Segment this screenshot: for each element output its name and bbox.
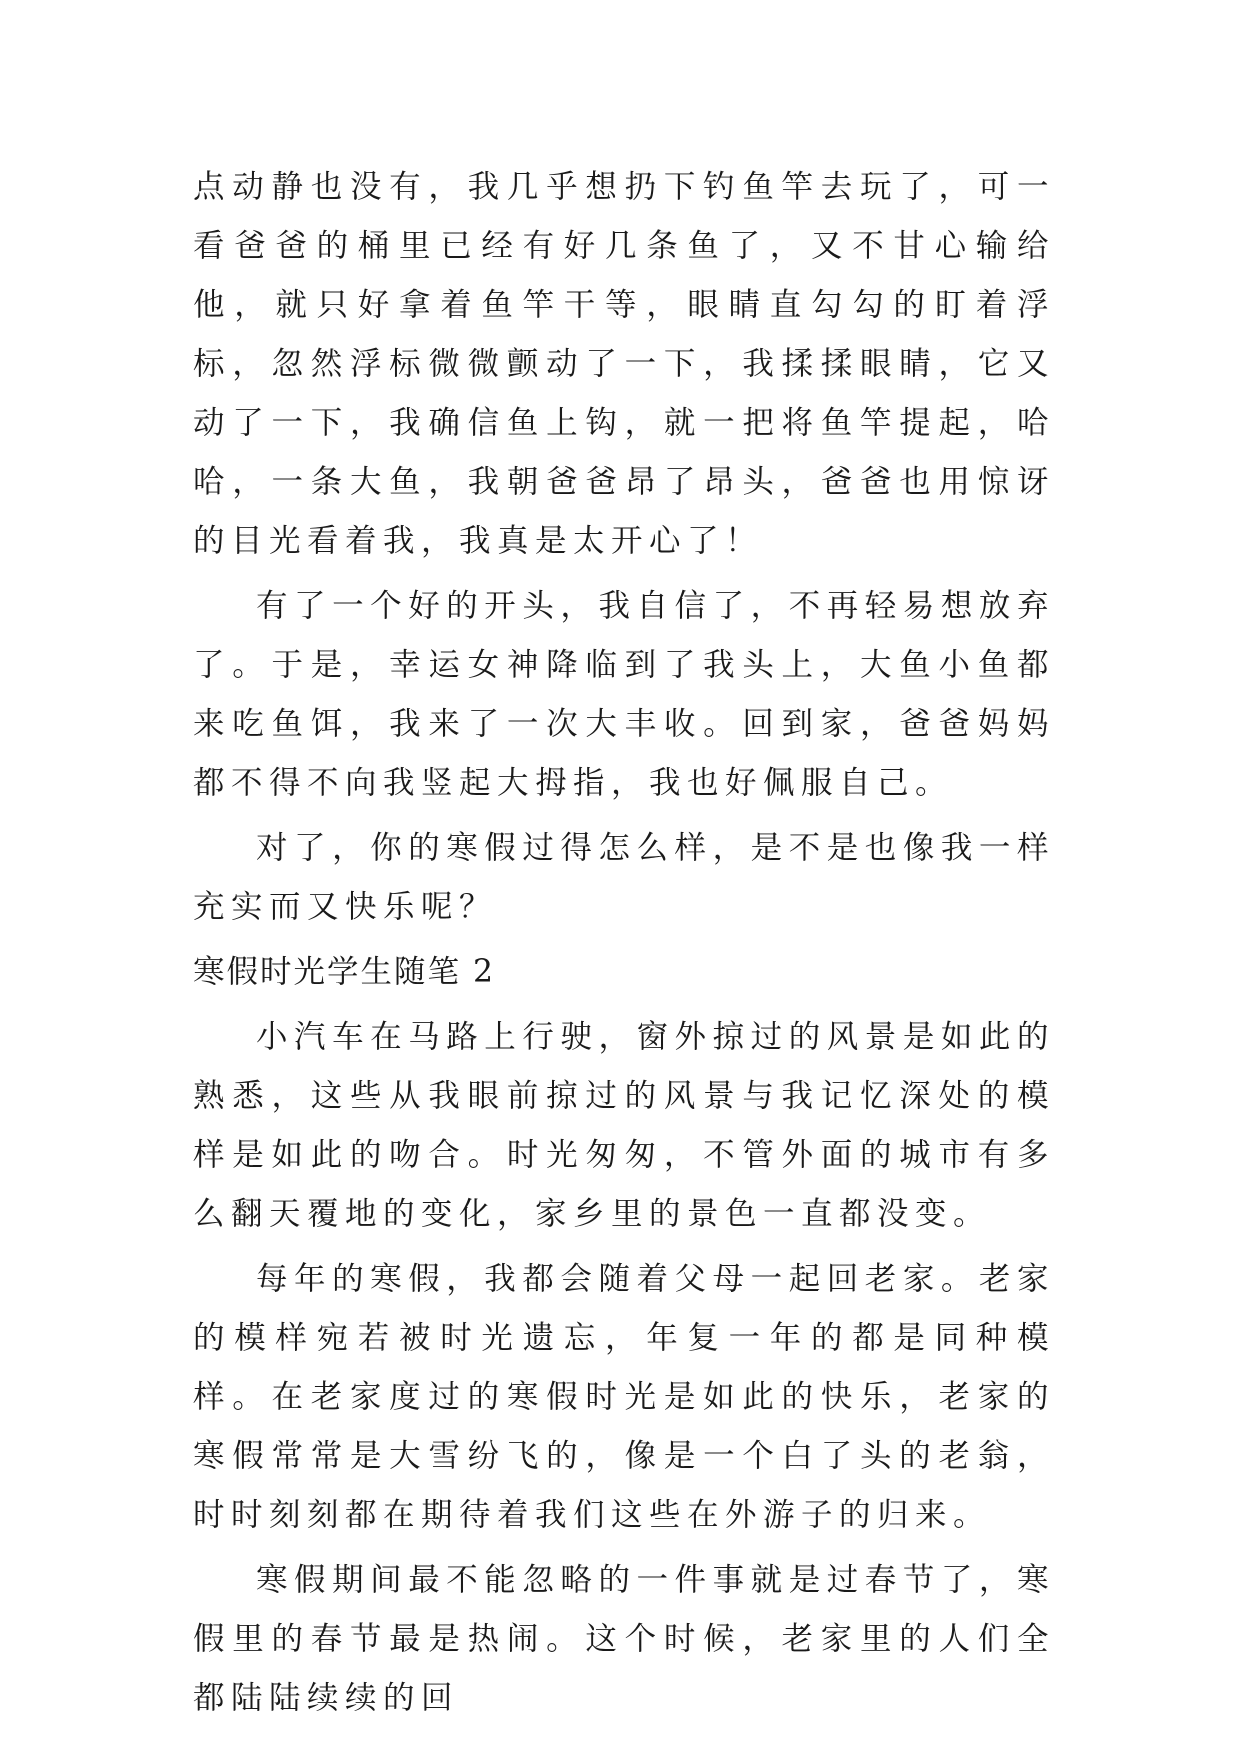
paragraph-good-start: 有了一个好的开头，我自信了，不再轻易想放弃了。于是，幸运女神降临到了我头上，大鱼小鱼都来吃鱼饵，我来了一次大丰收。回到家，爸爸妈妈都不得不向我竖起大拇指，我也好佩服自己。 bbox=[193, 588, 1055, 801]
paragraph-question: 对了，你的寒假过得怎么样，是不是也像我一样充实而又快乐呢？ bbox=[193, 830, 1055, 925]
paragraph-car-scenery: 小汽车在马路上行驶，窗外掠过的风景是如此的熟悉，这些从我眼前掠过的风景与我记忆深处的模样是如此的吻合。时光匆匆，不管外面的城市有多么翻天覆地的变化，家乡里的景色一直都没变。 bbox=[193, 1019, 1055, 1232]
paragraph-hometown-winter: 每年的寒假，我都会随着父母一起回老家。老家的模样宛若被时光遗忘，年复一年的都是同种模样。在老家度过的寒假时光是如此的快乐，老家的寒假常常是大雪纷飞的，像是一个白了头的老翁，时时刻刻都在期待着我们这些在外游子的归来。 bbox=[193, 1261, 1055, 1533]
document-body bbox=[193, 158, 1055, 1734]
section-heading: 寒假时光学生随笔 2 bbox=[193, 954, 496, 990]
paragraph-fishing-continued: 点动静也没有，我几乎想扔下钓鱼竿去玩了，可一看爸爸的桶里已经有好几条鱼了，又不甘心输给他，就只好拿着鱼竿干等，眼睛直勾勾的盯着浮标，忽然浮标微微颤动了一下，我揉揉眼睛，它又动了一下，我确信鱼上钩，就一把将鱼竿提起，哈哈，一条大鱼，我朝爸爸昂了昂头，爸爸也用惊讶的目光看着我，我真是太开心了！ bbox=[193, 169, 1055, 559]
paragraph-spring-festival: 寒假期间最不能忽略的一件事就是过春节了，寒假里的春节最是热闹。这个时候，老家里的人们全都陆陆续续的回 bbox=[193, 1562, 1055, 1716]
